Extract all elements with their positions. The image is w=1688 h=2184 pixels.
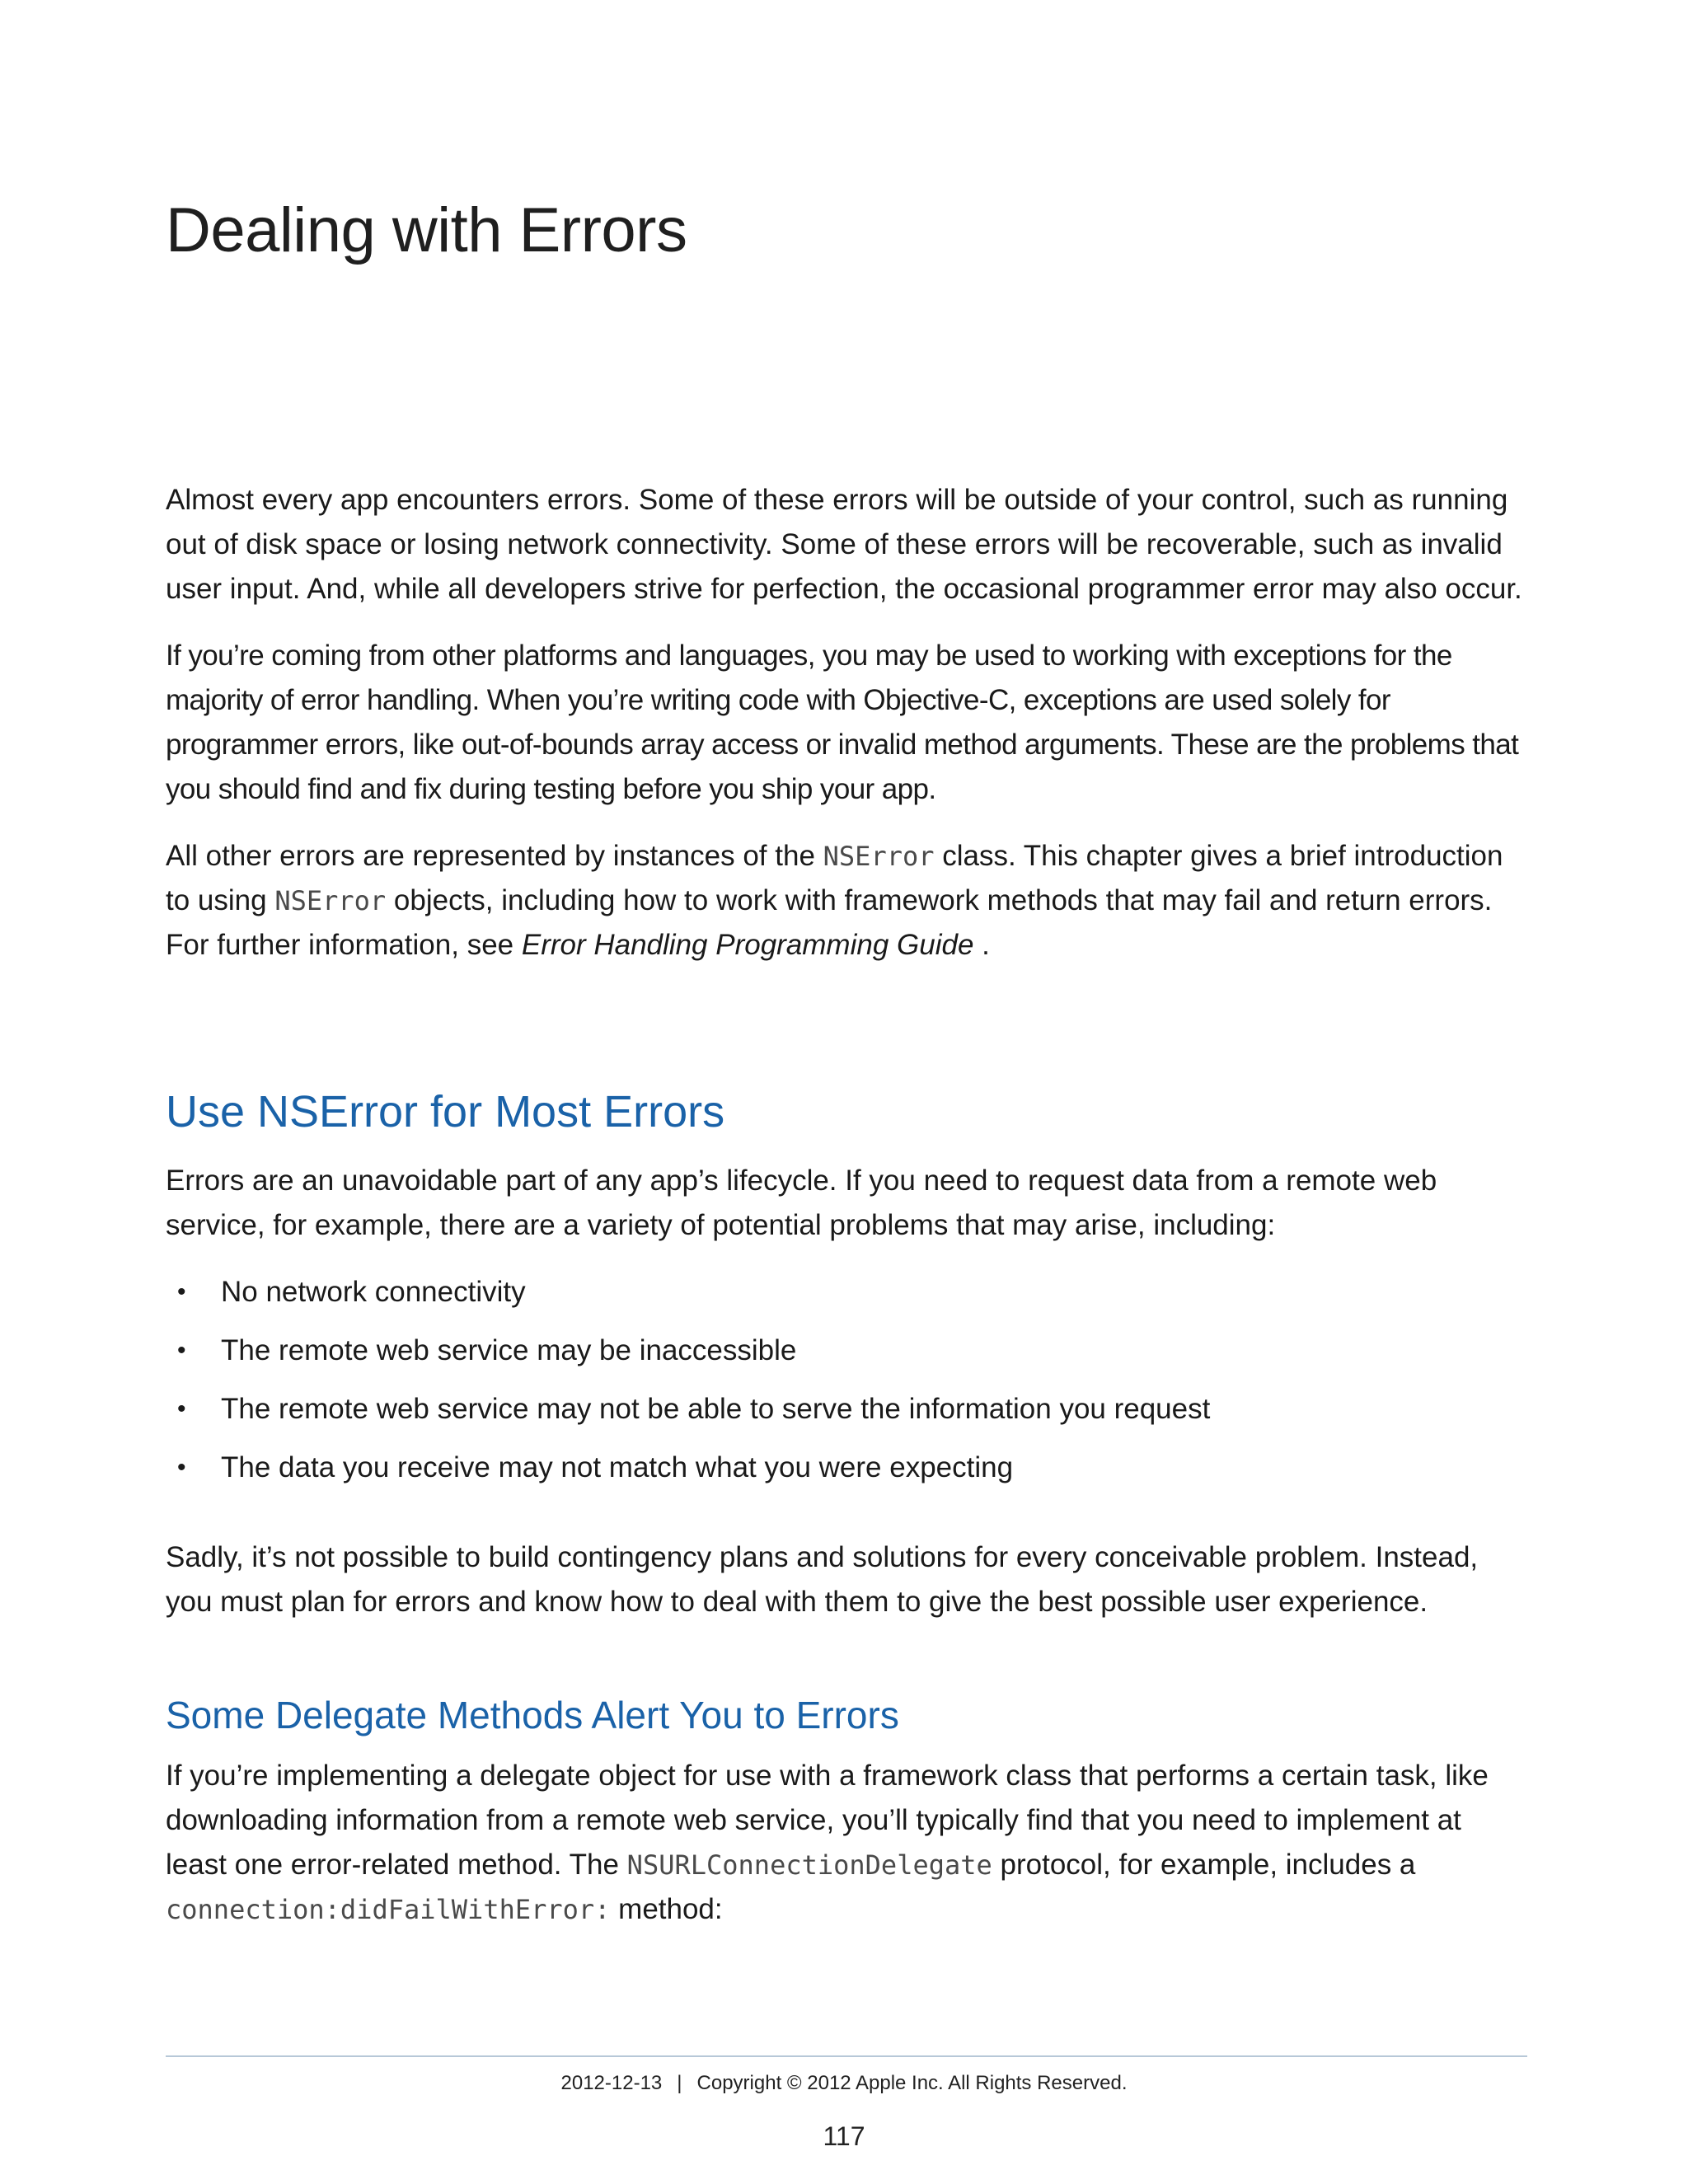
text-run: . xyxy=(973,929,990,961)
bullet-icon: • xyxy=(177,1454,186,1481)
list-item-text: No network connectivity xyxy=(221,1276,526,1308)
intro-paragraph-1: Almost every app encounters errors. Some of these errors will be outside of your control, such as running out of disk space or losing network connectivity. Some of these errors will be recoverable, such as invalid user input. And, while all developers strive for perfection, the occasional programmer error may also occur. xyxy=(166,484,1522,605)
intro-section xyxy=(166,478,1527,990)
section-heading-delegate-methods: Some Delegate Methods Alert You to Errors xyxy=(166,1694,899,1736)
footer-copyright: Copyright © 2012 Apple Inc. All Rights Reserved. xyxy=(696,2072,1128,2094)
footer-date: 2012-12-13 xyxy=(560,2072,663,2094)
text-run: All other errors are represented by instances of the xyxy=(166,840,823,872)
text-run: objects, including how to work with framework methods that may fail and return errors. For further information, see xyxy=(166,884,1493,961)
list-item-text: The data you receive may not match what you were expecting xyxy=(221,1451,1014,1483)
text-run: If you’re implementing a delegate object for use with a framework class that performs a certain task, like downloading information from a remote web service, you’ll typically find that you need to implement at least one error-related method. The xyxy=(166,1760,1489,1881)
list-item xyxy=(166,1387,1527,1432)
footer-separator: | xyxy=(677,2072,682,2094)
list-item-text: The remote web service may not be able to serve the information you request xyxy=(221,1393,1211,1425)
page-number: 117 xyxy=(823,2121,865,2151)
section-delegate-methods-body xyxy=(166,1754,1527,1954)
intro-paragraph-2: If you’re coming from other platforms and languages, you may be used to working with exceptions for the majority of error handling. When you’re writing code with Objective-C, exceptions are used solely for programmer errors, like out-of-bounds array access or invalid method arguments. These are the problems that you should find and fix during testing before you ship your app. xyxy=(166,640,1519,805)
inline-code-nserror: NSError xyxy=(274,885,387,916)
section2-paragraph-1 xyxy=(166,1754,1527,1932)
list-item xyxy=(166,1446,1527,1490)
inline-code-connection-didfailwitherror: connection:didFailWithError: xyxy=(166,1894,611,1925)
inline-code-nsurlconnectiondelegate: NSURLConnectionDelegate xyxy=(626,1849,992,1881)
list-item-text: The remote web service may be inaccessible xyxy=(221,1334,797,1366)
footer-divider xyxy=(166,2055,1527,2057)
section-use-nserror-body xyxy=(166,1159,1527,1504)
guide-link[interactable]: Error Handling Programming Guide xyxy=(521,929,974,961)
problem-list xyxy=(166,1270,1527,1490)
inline-code-nserror: NSError xyxy=(823,841,935,872)
list-item xyxy=(166,1270,1527,1315)
bullet-icon: • xyxy=(177,1395,186,1422)
text-run: class. This chapter gives a brief introduction to using xyxy=(166,840,1503,916)
chapter-title: Dealing with Errors xyxy=(166,195,687,265)
text-run: method: xyxy=(610,1893,723,1925)
bullet-icon: • xyxy=(177,1337,186,1364)
footer xyxy=(0,2072,1688,2095)
list-item xyxy=(166,1329,1527,1373)
intro-paragraph-3 xyxy=(166,834,1527,968)
section-use-nserror-closing xyxy=(166,1535,1527,1647)
section1-paragraph-2: Sadly, it’s not possible to build contingency plans and solutions for every conceivable problem. Instead, you must plan for errors and know how to deal with them to give the best possible user experience. xyxy=(166,1541,1479,1618)
section-heading-use-nserror: Use NSError for Most Errors xyxy=(166,1087,725,1137)
bullet-icon: • xyxy=(177,1278,186,1305)
text-run: protocol, for example, includes a xyxy=(992,1849,1416,1881)
section1-paragraph-1: Errors are an unavoidable part of any app’s lifecycle. If you need to request data from a remote web service, for example, there are a variety of potential problems that may arise, including: xyxy=(166,1165,1437,1241)
